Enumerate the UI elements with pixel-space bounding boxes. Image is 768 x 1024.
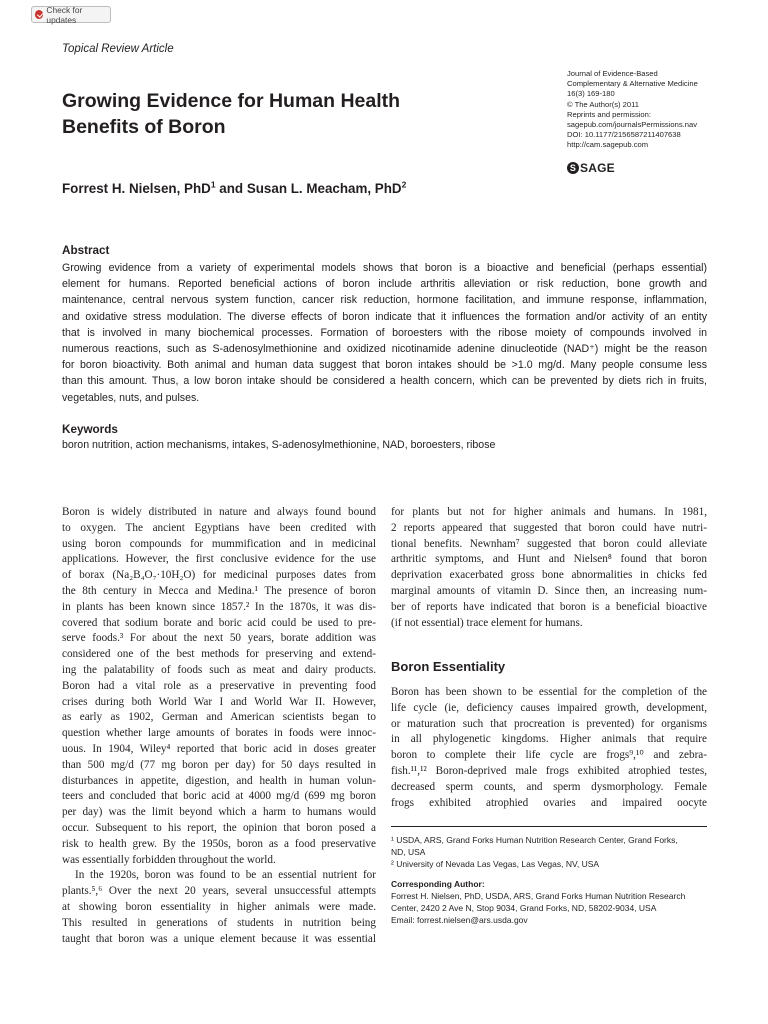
body-line: considered one of the best methods for preserving and extend- bbox=[62, 648, 376, 661]
title-line: Growing Evidence for Human Health bbox=[62, 90, 401, 112]
check-icon bbox=[35, 10, 43, 19]
footnotes bbox=[391, 835, 709, 927]
corresponding-author-line: Center, 2420 2 Ave N, Stop 9034, Grand Forks, ND, 58202-9034, USA bbox=[391, 902, 657, 913]
abstract-line: that is involved in many biochemical processes. Formation of boroesters with the ribose moiety of compounds involved in bbox=[62, 326, 707, 339]
body-line: for plants but not for higher animals and humans. In 1981, bbox=[391, 506, 707, 518]
body-line: question whether large amounts of borates in foods were innoc- bbox=[62, 727, 376, 740]
journal-info bbox=[567, 69, 742, 151]
body-line: serve foods.³ For about the next 50 years, borate addition was bbox=[62, 632, 376, 645]
sage-logo bbox=[567, 161, 615, 175]
body-line: decreased sperm counts, and sperm dysmorphology. Female bbox=[391, 780, 707, 793]
body-line: covered that sodium borate and boric acid could be used to pre- bbox=[62, 616, 376, 629]
body-column-right-bottom bbox=[391, 685, 707, 811]
abstract-line: vegetables, nuts, and pulses. bbox=[62, 391, 200, 404]
body-line: risk to health grew. By the 1950s, boron as a food preservative bbox=[62, 837, 376, 850]
body-line: per day) was the limit beyond which a harm to humans would bbox=[62, 806, 376, 819]
journal-info-line: © The Author(s) 2011 bbox=[567, 99, 640, 109]
check-for-updates-button[interactable] bbox=[31, 6, 111, 23]
body-line: tional benefits. Newnham⁷ suggested that boron could alleviate bbox=[391, 537, 707, 550]
affiliation-line: ND, USA bbox=[391, 846, 426, 857]
article-title bbox=[62, 88, 482, 140]
body-line: using boron compounds for mummification and in medicinal bbox=[62, 537, 376, 550]
abstract-line: element for humans. Reported beneficial actions of boron include arthritis alleviation or risk reduction, bone growth and bbox=[62, 278, 707, 291]
body-line: fish.¹¹,¹² Boron-deprived male frogs exhibited atrophied testes, bbox=[391, 764, 707, 777]
journal-info-line: Journal of Evidence-Based bbox=[567, 69, 658, 78]
abstract-body bbox=[62, 260, 707, 406]
body-line: teers and concluded that boric acid at 4000 mg/d (699 mg boron bbox=[62, 790, 376, 803]
affiliation-line: ² University of Nevada Las Vegas, Las Vegas, NV, USA bbox=[391, 858, 600, 869]
journal-info-line: Reprints and permission: bbox=[567, 109, 651, 119]
body-line: to oxygen. The ancient Egyptians have been credited with bbox=[62, 521, 376, 534]
body-line: the 8th century in Mecca and Medina.¹ The presence of boron bbox=[62, 584, 376, 597]
journal-info-line: sagepub.com/journalsPermissions.nav bbox=[567, 120, 698, 130]
body-line: (if not essential) trace element for humans. bbox=[391, 616, 583, 629]
body-column-left bbox=[62, 505, 376, 947]
body-line: occur. Subsequent to his report, the opinion that boron posed a bbox=[62, 821, 376, 834]
body-line: This resulted in generations of students in nutrition being bbox=[62, 916, 376, 929]
body-column-right-top bbox=[391, 505, 707, 631]
body-line: crises during both World War I and World War II. However, bbox=[62, 695, 376, 708]
author-conjunction: and bbox=[215, 181, 247, 196]
keywords-list: boron nutrition, action mechanisms, intakes, S-adenosylmethionine, NAD, boroesters, ribose bbox=[62, 439, 496, 451]
body-line: life cycle (ie, deficiency causes impaired growth, development, bbox=[391, 701, 707, 714]
author-list bbox=[62, 181, 406, 196]
body-line: Boron is widely distributed in nature and always found bound bbox=[62, 506, 376, 518]
journal-info-line[interactable]: http://cam.sagepub.com bbox=[567, 140, 649, 150]
abstract-line: numerous reactions, such as S-adenosylmethionine and oxidized nicotinamide adenine dinucleotide (NAD⁺) might be the reason bbox=[62, 343, 707, 356]
body-line: than 500 mg/d (77 mg boron per day) for 50 days resulted in bbox=[62, 758, 376, 771]
body-line: ber of reports have indicated that boron is a beneficial bioactive bbox=[391, 600, 707, 613]
body-line: Boron had a vital role as a preservative in preventing food bbox=[62, 679, 376, 692]
article-type: Topical Review Article bbox=[62, 43, 174, 55]
section-heading: Boron Essentiality bbox=[391, 659, 506, 674]
footnote-divider bbox=[391, 826, 707, 827]
body-line: was essentially forbidden throughout the world. bbox=[62, 853, 276, 866]
body-line: plants.⁵,⁶ Over the next 20 years, several unsuccessful attempts bbox=[62, 885, 376, 898]
abstract-line: than this amount. Thus, a low boron intake should be considered a health concern, which can be prevented by diets rich in fruits, bbox=[62, 375, 707, 388]
body-line: arthritic symptoms, and Hunt and Nielsen⁸ found that boron bbox=[391, 553, 707, 566]
affiliation-marker: 2 bbox=[401, 179, 407, 190]
abstract-line: Growing evidence from a variety of experimental models shows that boron is a bioactive and beneficial (perhaps essential) bbox=[62, 262, 707, 274]
journal-info-line: 16(3) 169-180 bbox=[567, 89, 615, 99]
corresponding-author-heading: Corresponding Author: bbox=[391, 879, 485, 890]
abstract-line: for boron bioactivity. Both animal and human data suggest that boron intakes should be >1.0 mg/d. Many people consume less bbox=[62, 359, 707, 372]
body-line: boron to complete their life cycle are frogs⁹,¹⁰ and zebra- bbox=[391, 749, 707, 762]
body-line: of borax (Na₂B₄O₇·10H₂O) for medicinal purposes dates from bbox=[62, 569, 376, 582]
body-line: disturbances in appetite, digestion, and health in human volun- bbox=[62, 774, 376, 787]
body-line: frogs exhibited atrophied ovaries and impaired oocyte bbox=[391, 796, 707, 809]
affiliation-marker: 1 bbox=[210, 179, 216, 190]
sage-logo-mark: S bbox=[567, 162, 579, 174]
body-line: ing the palatability of foods such as meat and dairy products. bbox=[62, 663, 376, 676]
body-line: Boron has been shown to be essential for the completion of the bbox=[391, 686, 707, 698]
sage-logo-text: SAGE bbox=[580, 161, 615, 175]
body-line: taught that boron was a unique element because it was essential bbox=[62, 932, 376, 945]
body-line: in all phylogenetic kingdoms. Higher animals that require bbox=[391, 733, 707, 746]
abstract-heading: Abstract bbox=[62, 244, 110, 257]
journal-info-line: DOI: 10.1177/2156587211407638 bbox=[567, 130, 681, 140]
title-line: Benefits of Boron bbox=[62, 116, 226, 138]
body-line: marginal amounts of vitamin D. Since then, an increasing num- bbox=[391, 584, 707, 597]
body-line: deprivation exacerbated gross bone abnormalities in chicks fed bbox=[391, 569, 707, 582]
body-line: in plants has been known since 1857.² In the 1870s, it was dis- bbox=[62, 600, 376, 613]
journal-info-line: Complementary & Alternative Medicine bbox=[567, 79, 698, 89]
check-for-updates-label: Check for updates bbox=[46, 4, 83, 25]
body-line: or maturation such that procreation is prevented) for organisms bbox=[391, 717, 707, 730]
body-line: as early as 1902, German and American scientists began to bbox=[62, 711, 376, 724]
body-line: In the 1920s, boron was found to be an essential nutrient for bbox=[75, 869, 376, 882]
abstract-line: and oxidative stress modulation. The diverse effects of boron indicate that it influences the formation and/or activity of an entity bbox=[62, 310, 707, 323]
body-line: at showing boron essentiality in higher animals were made. bbox=[62, 900, 376, 913]
corresponding-author-email[interactable]: Email: forrest.nielsen@ars.usda.gov bbox=[391, 914, 528, 925]
body-line: 2 reports appeared that suggested that boron could have nutri- bbox=[391, 521, 707, 534]
affiliation-line: ¹ USDA, ARS, Grand Forks Human Nutrition Research Center, Grand Forks, bbox=[391, 835, 678, 845]
body-line: applications. However, the first conclusive evidence for the use bbox=[62, 553, 376, 566]
body-line: uous. In 1904, Wiley⁴ reported that boric acid in doses greater bbox=[62, 742, 376, 755]
author-name: Forrest H. Nielsen, PhD bbox=[62, 181, 211, 196]
keywords-heading: Keywords bbox=[62, 423, 118, 436]
corresponding-author-line: Forrest H. Nielsen, PhD, USDA, ARS, Grand Forks Human Nutrition Research bbox=[391, 891, 686, 902]
author-name: Susan L. Meacham, PhD bbox=[246, 181, 402, 196]
abstract-line: maintenance, central nervous system function, cancer risk reduction, hormone facilitation, and immune response, inflammation, bbox=[62, 294, 707, 307]
